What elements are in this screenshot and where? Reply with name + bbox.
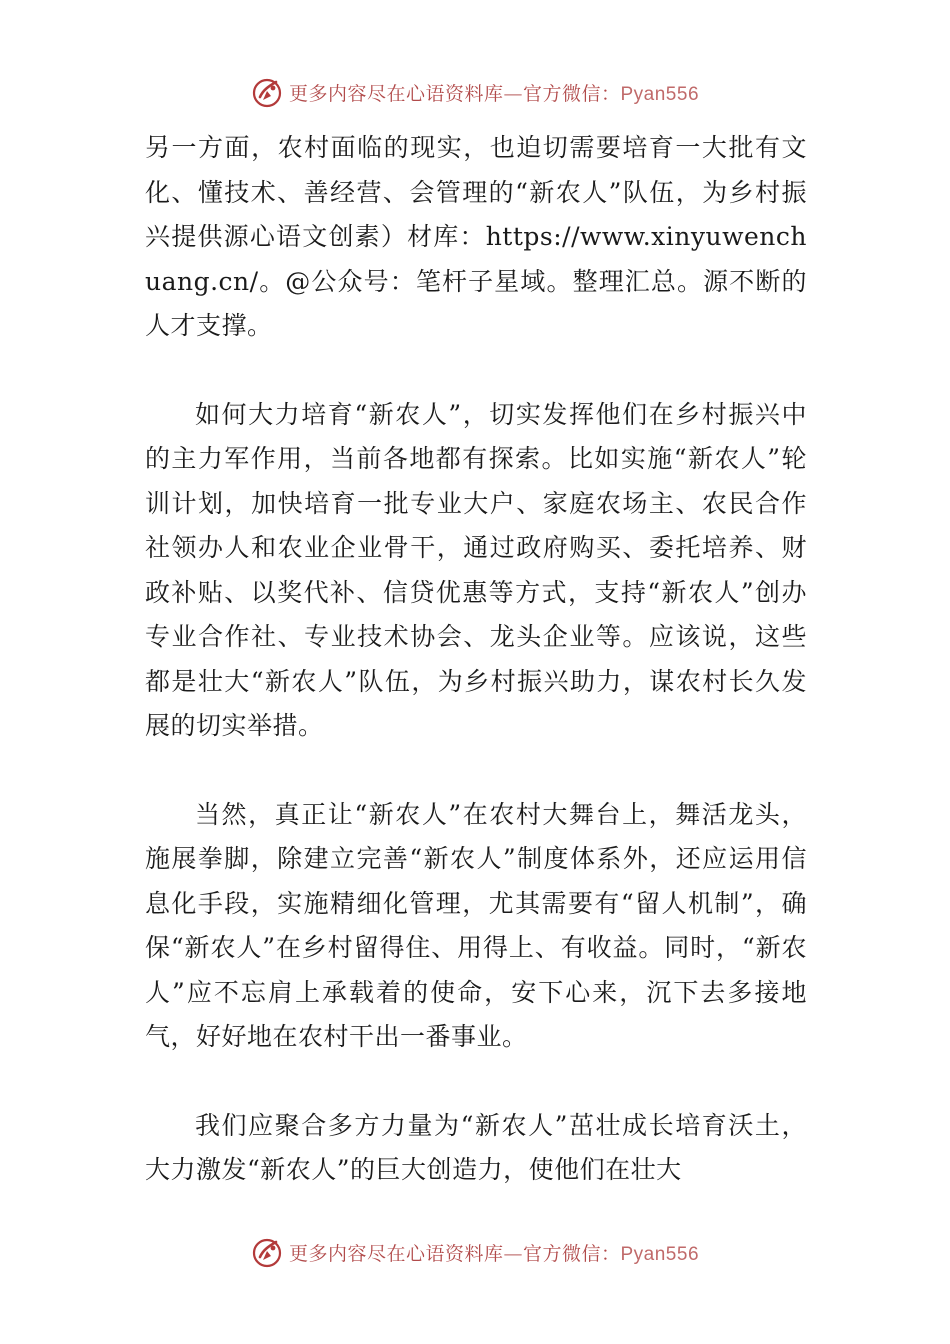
footer-separator: — xyxy=(503,1242,523,1265)
footer-banner-content xyxy=(251,1236,699,1268)
footer-wechat-id: Pyan556 xyxy=(620,1243,700,1265)
paragraph: 当然，真正让“新农人”在农村大舞台上，舞活龙头，施展拳脚，除建立完善“新农人”制度体系外，还应运用信息化手段，实施精细化管理，尤其需要有“留人机制”，确保“新农人”在乡村留得住、用得上、有收益。同时，“新农人”应不忘肩上承载着的使命，安下心来，沉下去多接地气，好好地在农村干出一番事业。 xyxy=(145,799,807,1051)
header-banner-content xyxy=(251,76,699,108)
header-wechat-id: Pyan556 xyxy=(620,83,700,105)
paragraph: 另一方面，农村面临的现实，也迫切需要培育一大批有文化、懂技术、善经营、会管理的“新农人”队伍，为乡村振兴提供源心语文创素）材库：https://www.xinyuwenchuang.cn/。@公众号：笔杆子星域。整理汇总。源不断的人才支撑。 xyxy=(145,133,807,340)
header-wechat-label: 官方微信： xyxy=(522,82,621,105)
footer-slogan: 更多内容尽在心语资料库 xyxy=(288,1242,504,1265)
footer-banner xyxy=(0,1232,950,1272)
logo-icon xyxy=(251,1236,283,1268)
logo-icon xyxy=(251,76,283,108)
footer-banner-text xyxy=(289,1239,699,1266)
paragraph: 如何大力培育“新农人”，切实发挥他们在乡村振兴中的主力军作用，当前各地都有探索。比如实施“新农人”轮训计划，加快培育一批专业大户、家庭农场主、农民合作社领办人和农业企业骨干，通过政府购买、委托培养、财政补贴、以奖代补、信贷优惠等方式，支持“新农人”创办专业合作社、专业技术协会、龙头企业等。应该说，这些都是壮大“新农人”队伍，为乡村振兴助力，谋农村长久发展的切实举措。 xyxy=(145,399,807,740)
document-body xyxy=(145,126,807,1193)
header-banner xyxy=(0,72,950,112)
paragraph: 我们应聚合多方力量为“新农人”茁壮成长培育沃土，大力激发“新农人”的巨大创造力，使他们在壮大 xyxy=(145,1110,807,1184)
header-banner-text xyxy=(289,79,699,106)
header-slogan: 更多内容尽在心语资料库 xyxy=(288,82,504,105)
header-separator: — xyxy=(503,82,523,105)
footer-wechat-label: 官方微信： xyxy=(522,1242,621,1265)
